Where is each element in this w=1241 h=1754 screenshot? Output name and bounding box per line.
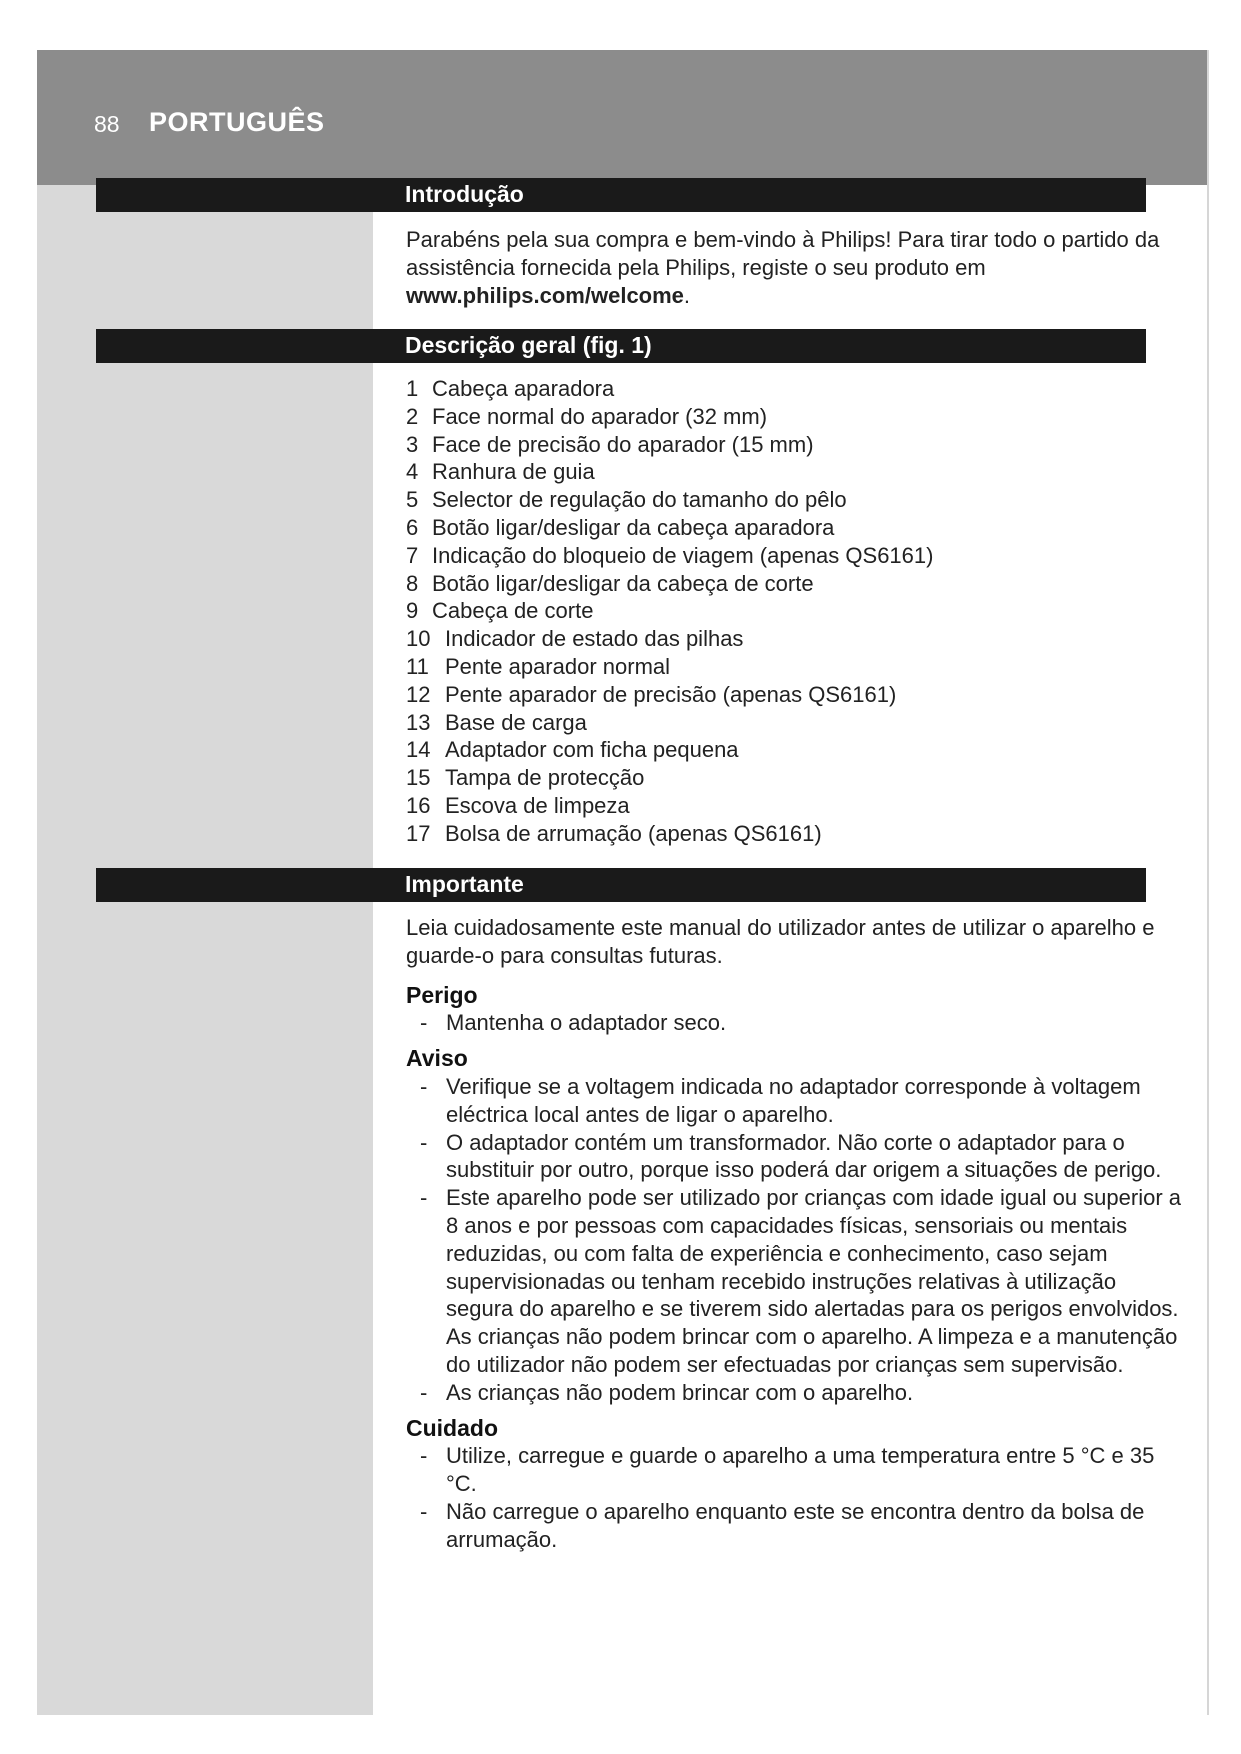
introduction-paragraph: [406, 226, 1186, 309]
danger-heading: Perigo: [406, 981, 478, 1008]
overview-list-container: [406, 375, 1186, 848]
section-bar-overview: [96, 329, 1146, 363]
page-number: 88: [94, 111, 120, 137]
overview-item: [406, 709, 1186, 737]
overview-item: [406, 514, 1186, 542]
overview-item: [406, 486, 1186, 514]
welcome-link[interactable]: www.philips.com/welcome: [406, 282, 684, 308]
overview-item: [406, 764, 1186, 792]
overview-item-number: 9: [406, 598, 419, 624]
bullet-item: [420, 1379, 1186, 1407]
bullet-item: [420, 1442, 1186, 1498]
overview-item: [406, 653, 1186, 681]
bullet-dash: -: [420, 1010, 428, 1036]
bullet-dash: -: [420, 1379, 428, 1405]
bullet-text: Este aparelho pode ser utilizado por crianças com idade igual ou superior a 8 anos e por pessoas com capacidades físicas, sensoriais ou mentais reduzidas, ou com falta de experiência e conhecimento, caso sejam supervisionadas ou tenham recebido instruções relativas à utilização segura do aparelho e se tiverem sido alertadas para os perigos envolvidos. As crianças não podem brincar com o aparelho. A limpeza e a manutenção do utilizador não podem ser efectuadas por crianças sem supervisão.: [446, 1185, 1181, 1377]
overview-item-label: Pente aparador de precisão (apenas QS6161): [445, 681, 897, 707]
bullet-text: Verifique se a voltagem indicada no adaptador corresponde à voltagem eléctrica local antes de ligar o aparelho.: [446, 1073, 1141, 1127]
danger-list: [406, 1009, 1186, 1037]
introduction-body: Parabéns pela sua compra e bem-vindo à Philips! Para tirar todo o partido da assistência fornecida pela Philips, registe o seu produto em: [406, 227, 1160, 280]
overview-item-number: 16: [406, 792, 431, 818]
bullet-text: Mantenha o adaptador seco.: [446, 1010, 727, 1036]
overview-item: [406, 431, 1186, 459]
bullet-item: [420, 1009, 1186, 1037]
overview-list: [406, 375, 1186, 848]
overview-item-label: Base de carga: [445, 709, 587, 735]
bullet-item: [420, 1073, 1186, 1129]
bullet-dash: -: [420, 1073, 428, 1099]
bullet-dash: -: [420, 1185, 428, 1211]
overview-item-label: Cabeça de corte: [432, 598, 594, 624]
overview-item-number: 17: [406, 820, 431, 846]
section-title-overview: Descrição geral (fig. 1): [405, 332, 652, 358]
overview-item: [406, 542, 1186, 570]
overview-item-number: 5: [406, 487, 419, 513]
manual-page: [37, 50, 1209, 1715]
bullet-item: [420, 1498, 1186, 1554]
overview-item-label: Selector de regulação do tamanho do pêlo: [432, 487, 847, 513]
overview-item-number: 8: [406, 570, 419, 596]
overview-item: [406, 458, 1186, 486]
overview-item-number: 14: [406, 737, 431, 763]
caution-heading: Cuidado: [406, 1414, 498, 1441]
bullet-text: Utilize, carregue e guarde o aparelho a uma temperatura entre 5 °C e 35 °C.: [446, 1443, 1155, 1497]
overview-item-number: 11: [406, 653, 429, 679]
overview-item-label: Face normal do aparador (32 mm): [432, 403, 768, 429]
overview-item-label: Botão ligar/desligar da cabeça aparadora: [432, 514, 835, 540]
bullet-text: Não carregue o aparelho enquanto este se encontra dentro da bolsa de arrumação.: [446, 1498, 1145, 1552]
overview-item-number: 2: [406, 403, 419, 429]
overview-item-label: Bolsa de arrumação (apenas QS6161): [445, 820, 822, 846]
section-bar-important: [96, 868, 1146, 902]
overview-item: [406, 792, 1186, 820]
caution-list: [406, 1442, 1186, 1553]
overview-item-label: Pente aparador normal: [445, 653, 671, 679]
overview-item-label: Botão ligar/desligar da cabeça de corte: [432, 570, 814, 596]
important-intro: Leia cuidadosamente este manual do utilizador antes de utilizar o aparelho e guarde-o para consultas futuras.: [406, 915, 1155, 968]
overview-item: [406, 597, 1186, 625]
warning-heading: Aviso: [406, 1045, 468, 1072]
overview-item: [406, 736, 1186, 764]
overview-item-number: 7: [406, 542, 419, 568]
overview-item: [406, 375, 1186, 403]
overview-item-number: 1: [406, 376, 419, 401]
overview-item-label: Indicador de estado das pilhas: [445, 626, 744, 652]
bullet-dash: -: [420, 1498, 428, 1524]
overview-item: [406, 570, 1186, 598]
overview-item: [406, 681, 1186, 709]
header-band: [37, 50, 1207, 185]
introduction-end: .: [683, 282, 691, 308]
bullet-text: O adaptador contém um transformador. Não corte o adaptador para o substituir por outro, porque isso poderá dar origem a situações de perigo.: [446, 1129, 1162, 1183]
overview-item-label: Cabeça aparadora: [432, 376, 615, 401]
bullet-dash: -: [420, 1129, 428, 1155]
bullet-item: [420, 1184, 1186, 1379]
warning-list: [406, 1073, 1186, 1407]
overview-item-label: Adaptador com ficha pequena: [445, 737, 739, 763]
section-title-introduction: Introdução: [405, 181, 524, 207]
important-content: [406, 914, 1186, 1554]
overview-item-label: Tampa de protecção: [445, 765, 645, 791]
overview-item-label: Indicação do bloqueio de viagem (apenas QS6161): [432, 542, 934, 568]
overview-item-number: 12: [406, 681, 431, 707]
left-margin-column: [37, 185, 373, 1715]
overview-item-label: Ranhura de guia: [432, 459, 595, 485]
overview-item-number: 6: [406, 514, 419, 540]
overview-item-label: Escova de limpeza: [445, 792, 630, 818]
overview-item-number: 4: [406, 459, 419, 485]
overview-item-number: 13: [406, 709, 431, 735]
overview-item: [406, 403, 1186, 431]
bullet-text: As crianças não podem brincar com o aparelho.: [446, 1379, 914, 1405]
language-title: PORTUGUÊS: [149, 107, 325, 137]
overview-item-number: 3: [406, 431, 419, 457]
section-bar-introduction: [96, 178, 1146, 212]
overview-item-number: 10: [406, 626, 431, 652]
section-title-important: Importante: [405, 871, 524, 897]
bullet-dash: -: [420, 1443, 428, 1469]
overview-item-number: 15: [406, 765, 431, 791]
bullet-item: [420, 1129, 1186, 1185]
overview-item: [406, 625, 1186, 653]
introduction-text: [406, 226, 1186, 309]
overview-item: [406, 820, 1186, 848]
overview-item-label: Face de precisão do aparador (15 mm): [432, 431, 814, 457]
